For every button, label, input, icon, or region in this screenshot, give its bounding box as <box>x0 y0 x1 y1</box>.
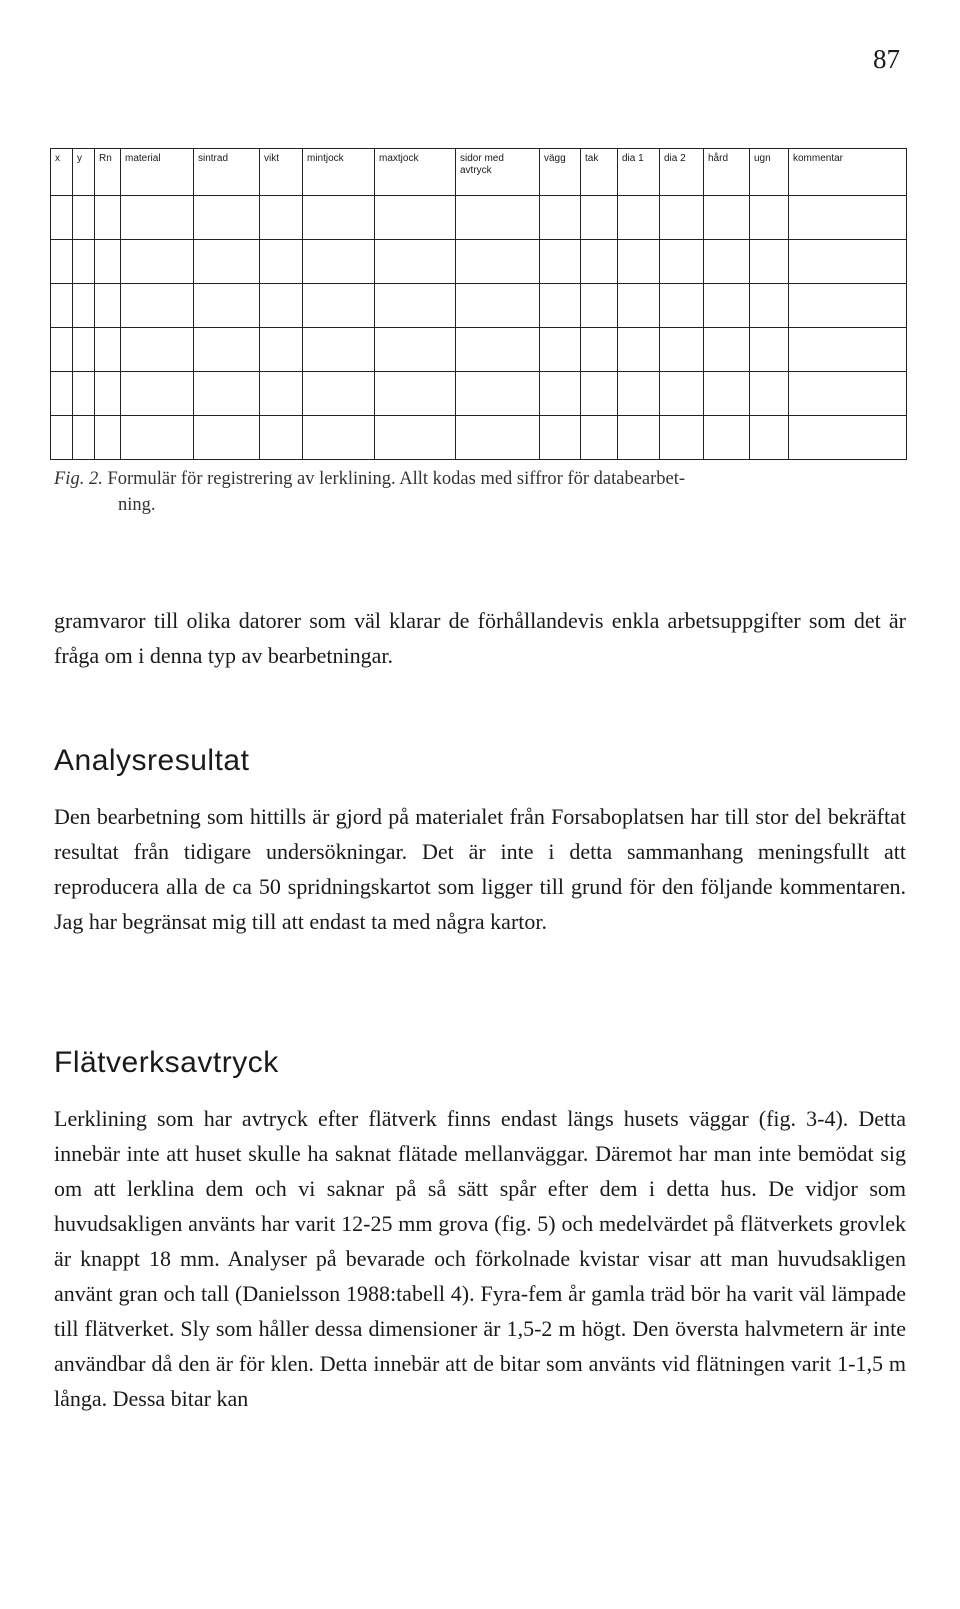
header-dia-2: dia 2 <box>660 149 704 196</box>
table-cell <box>660 416 704 460</box>
table-cell <box>704 416 750 460</box>
caption-text-line2: ning. <box>118 495 156 515</box>
section-heading-analysresultat: Analysresultat <box>54 744 250 777</box>
figure-label: Fig. 2. <box>54 469 103 489</box>
table-cell <box>540 416 581 460</box>
flatverksavtryck-paragraph: Lerklining som har avtryck efter flätverk finns endast längs husets väggar (fig. 3-4). Detta innebär inte att huset skulle ha saknat flätade mellanväggar. Däremot har man inte bemödat sig om att lerklina dem och vi saknar på så sätt spår efter dem i detta hus. De vidjor som huvudsakligen använts har varit 12-25 mm grova (fig. 5) och medelvärdet på flätverkets grovlek är knappt 18 mm. Analyser på bevarade och förkolnade kvistar visar att man huvudsakligen använt gran och tall (Danielsson 1988:tabell 4). Fyra-fem år gamla träd bör ha varit väl lämpade till flätverket. Sly som håller dessa dimensioner är 1,5-2 m högt. Den översta halvmetern är inte användbar då den är för klen. Detta innebär att de bitar som använts vid flätningen varit 1-1,5 m långa. Dessa bitar kan <box>54 1106 906 1411</box>
table-cell <box>194 196 260 240</box>
table-cell <box>789 240 907 284</box>
table-cell <box>750 284 789 328</box>
table-cell <box>581 372 618 416</box>
figure-caption <box>56 466 906 518</box>
table-cell <box>375 240 456 284</box>
table-cell <box>73 196 95 240</box>
table-cell <box>618 328 660 372</box>
table-cell <box>95 328 121 372</box>
table-cell <box>704 284 750 328</box>
table-cell <box>660 372 704 416</box>
table-cell <box>704 196 750 240</box>
table-cell <box>750 328 789 372</box>
header-tak: tak <box>581 149 618 196</box>
table-cell <box>618 372 660 416</box>
table-cell <box>581 416 618 460</box>
table-cell <box>660 328 704 372</box>
table-cell <box>51 372 73 416</box>
table-cell <box>260 372 303 416</box>
table-cell <box>303 196 375 240</box>
table-cell <box>303 284 375 328</box>
caption-text-line1: Formulär för registrering av lerklining. Allt kodas med siffror för databearbet- <box>107 469 686 489</box>
table-cell <box>51 328 73 372</box>
table-cell <box>194 284 260 328</box>
table-cell <box>540 328 581 372</box>
table-cell <box>750 196 789 240</box>
header-rn: Rn <box>95 149 121 196</box>
header-kommentar: kommentar <box>789 149 907 196</box>
table-cell <box>260 240 303 284</box>
header-vagg: vägg <box>540 149 581 196</box>
table-cell <box>51 196 73 240</box>
table-cell <box>95 372 121 416</box>
table-cell <box>789 284 907 328</box>
header-dia-1: dia 1 <box>618 149 660 196</box>
table-cell <box>95 284 121 328</box>
table-cell <box>121 372 194 416</box>
table-cell <box>618 284 660 328</box>
table-cell <box>121 196 194 240</box>
table-cell <box>456 328 540 372</box>
table-cell <box>456 240 540 284</box>
table-cell <box>618 416 660 460</box>
header-x: x <box>51 149 73 196</box>
table-header-row <box>51 149 907 196</box>
table-cell <box>660 196 704 240</box>
header-hard: hård <box>704 149 750 196</box>
table-cell <box>260 196 303 240</box>
table-cell <box>375 328 456 372</box>
table-row <box>51 328 907 372</box>
table-cell <box>456 284 540 328</box>
table-cell <box>618 240 660 284</box>
table-cell <box>375 372 456 416</box>
table-cell <box>194 328 260 372</box>
header-ugn: ugn <box>750 149 789 196</box>
intro-paragraph: gramvaror till olika datorer som väl klarar de förhållandevis enkla arbetsuppgifter som det är fråga om i denna typ av bearbetningar. <box>54 608 906 668</box>
table-cell <box>789 196 907 240</box>
table-cell <box>194 416 260 460</box>
table-cell <box>750 372 789 416</box>
page-number: 87 <box>873 44 900 74</box>
table-row <box>51 240 907 284</box>
header-y: y <box>73 149 95 196</box>
table-cell <box>581 196 618 240</box>
table-cell <box>260 284 303 328</box>
table-cell <box>95 240 121 284</box>
table-cell <box>540 284 581 328</box>
table-cell <box>303 416 375 460</box>
table-cell <box>303 372 375 416</box>
table-cell <box>375 196 456 240</box>
table-cell <box>704 240 750 284</box>
table-cell <box>95 196 121 240</box>
table-cell <box>260 416 303 460</box>
header-mintjock: mintjock <box>303 149 375 196</box>
table-cell <box>789 372 907 416</box>
table-cell <box>456 416 540 460</box>
table-cell <box>121 328 194 372</box>
table-cell <box>456 372 540 416</box>
table-cell <box>540 372 581 416</box>
table-cell <box>73 416 95 460</box>
table-cell <box>194 240 260 284</box>
table-cell <box>73 240 95 284</box>
table-row <box>51 416 907 460</box>
table-cell <box>121 240 194 284</box>
table-cell <box>540 240 581 284</box>
table-cell <box>73 284 95 328</box>
table-cell <box>51 416 73 460</box>
table-cell <box>51 284 73 328</box>
table-cell <box>789 328 907 372</box>
table-cell <box>704 328 750 372</box>
table-cell <box>456 196 540 240</box>
table-cell <box>581 284 618 328</box>
header-sintrad: sintrad <box>194 149 260 196</box>
table-cell <box>121 416 194 460</box>
table-cell <box>581 240 618 284</box>
table-cell <box>581 328 618 372</box>
table-cell <box>375 416 456 460</box>
table-cell <box>121 284 194 328</box>
table-cell <box>51 240 73 284</box>
table-cell <box>750 240 789 284</box>
header-vikt: vikt <box>260 149 303 196</box>
table-cell <box>194 372 260 416</box>
analysresultat-paragraph: Den bearbetning som hittills är gjord på materialet från Forsaboplatsen har till stor del bekräftat resultat från tidigare undersökningar. Det är inte i detta sammanhang meningsfullt att reproducera alla de ca 50 spridningskartot som ligger till grund för den följande kommentaren. Jag har begränsat mig till att endast ta med några kartor. <box>54 804 906 934</box>
table-row <box>51 372 907 416</box>
table-cell <box>660 284 704 328</box>
table-cell <box>95 416 121 460</box>
section-heading-flatverksavtryck: Flätverksavtryck <box>54 1046 279 1079</box>
table-cell <box>303 328 375 372</box>
table-cell <box>73 328 95 372</box>
table-cell <box>750 416 789 460</box>
table-cell <box>303 240 375 284</box>
table-row <box>51 284 907 328</box>
table-row <box>51 196 907 240</box>
header-maxtjock: maxtjock <box>375 149 456 196</box>
table-cell <box>660 240 704 284</box>
table-cell <box>73 372 95 416</box>
header-sidor-med-avtryck: sidor med avtryck <box>456 149 540 196</box>
table-cell <box>704 372 750 416</box>
table-cell <box>789 416 907 460</box>
table-cell <box>540 196 581 240</box>
table-cell <box>260 328 303 372</box>
table-body <box>51 196 907 460</box>
registration-form-table <box>50 148 907 460</box>
header-material: material <box>121 149 194 196</box>
table-cell <box>375 284 456 328</box>
table-cell <box>618 196 660 240</box>
